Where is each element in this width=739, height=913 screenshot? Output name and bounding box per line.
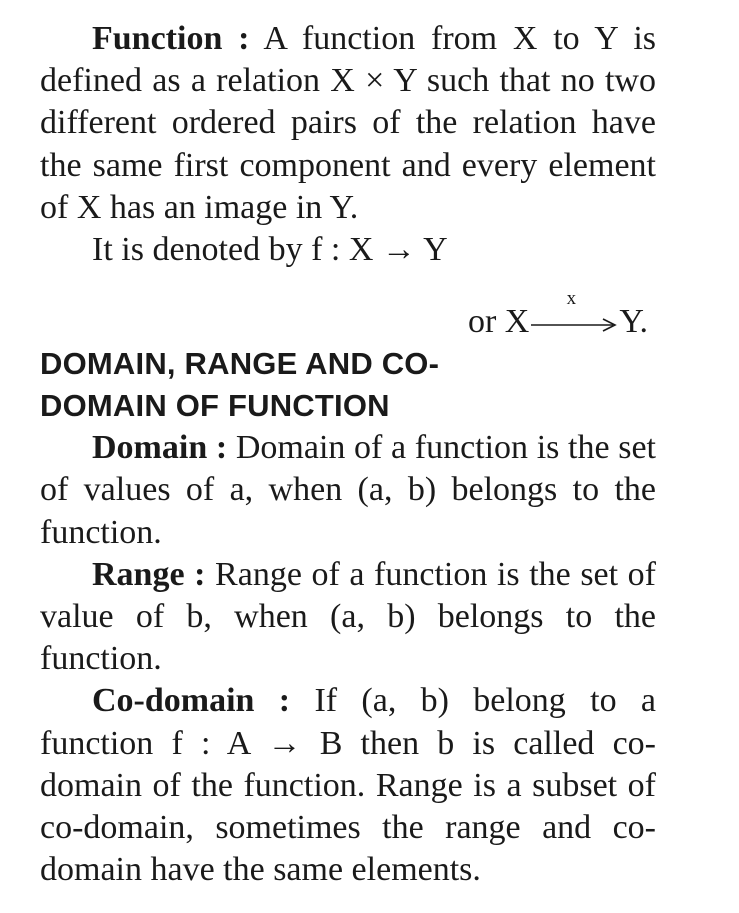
domain-text: Domain of a function is the set of values of a, when (a, b) belongs to the function. xyxy=(40,429,656,551)
codomain-text: If (a, b) belong to a function f : A → B then b is called co-domain of the function. Range is a subset of co-domain, sometimes the range and co-domain have the same elements. xyxy=(40,682,656,889)
alternate-notation xyxy=(40,288,656,343)
codomain-colon: : xyxy=(254,682,315,720)
section-heading-line-1: DOMAIN, RANGE AND CO- xyxy=(40,346,440,382)
function-term: Function : xyxy=(92,20,250,57)
alternate-notation-prefix: or X xyxy=(467,303,530,341)
right-arrow-icon xyxy=(529,301,619,343)
alternate-notation-expression xyxy=(467,288,648,343)
function-text: A function from X to Y is defined as a relation X × Y such that no two different ordered pairs of the relation have the same first component and every element of X has an image in Y. xyxy=(40,20,656,226)
labeled-arrow xyxy=(529,288,619,343)
range-term: Range : xyxy=(92,555,206,593)
domain-definition xyxy=(40,427,656,554)
function-notation: It is denoted by f : X → Y xyxy=(92,231,448,269)
codomain-term: Co-domain xyxy=(92,682,255,720)
section-heading-line-2: DOMAIN OF FUNCTION xyxy=(40,388,390,424)
range-definition xyxy=(40,554,656,681)
domain-term: Domain : xyxy=(92,429,228,467)
alternate-notation-suffix: Y. xyxy=(619,303,648,341)
document-page xyxy=(40,18,656,891)
section-heading xyxy=(40,343,656,427)
function-definition xyxy=(40,18,656,229)
arrow-label: x xyxy=(566,288,577,310)
codomain-definition xyxy=(40,680,656,891)
range-text: Range of a function is the set of value of b, when (a, b) belongs to the function. xyxy=(40,555,656,678)
